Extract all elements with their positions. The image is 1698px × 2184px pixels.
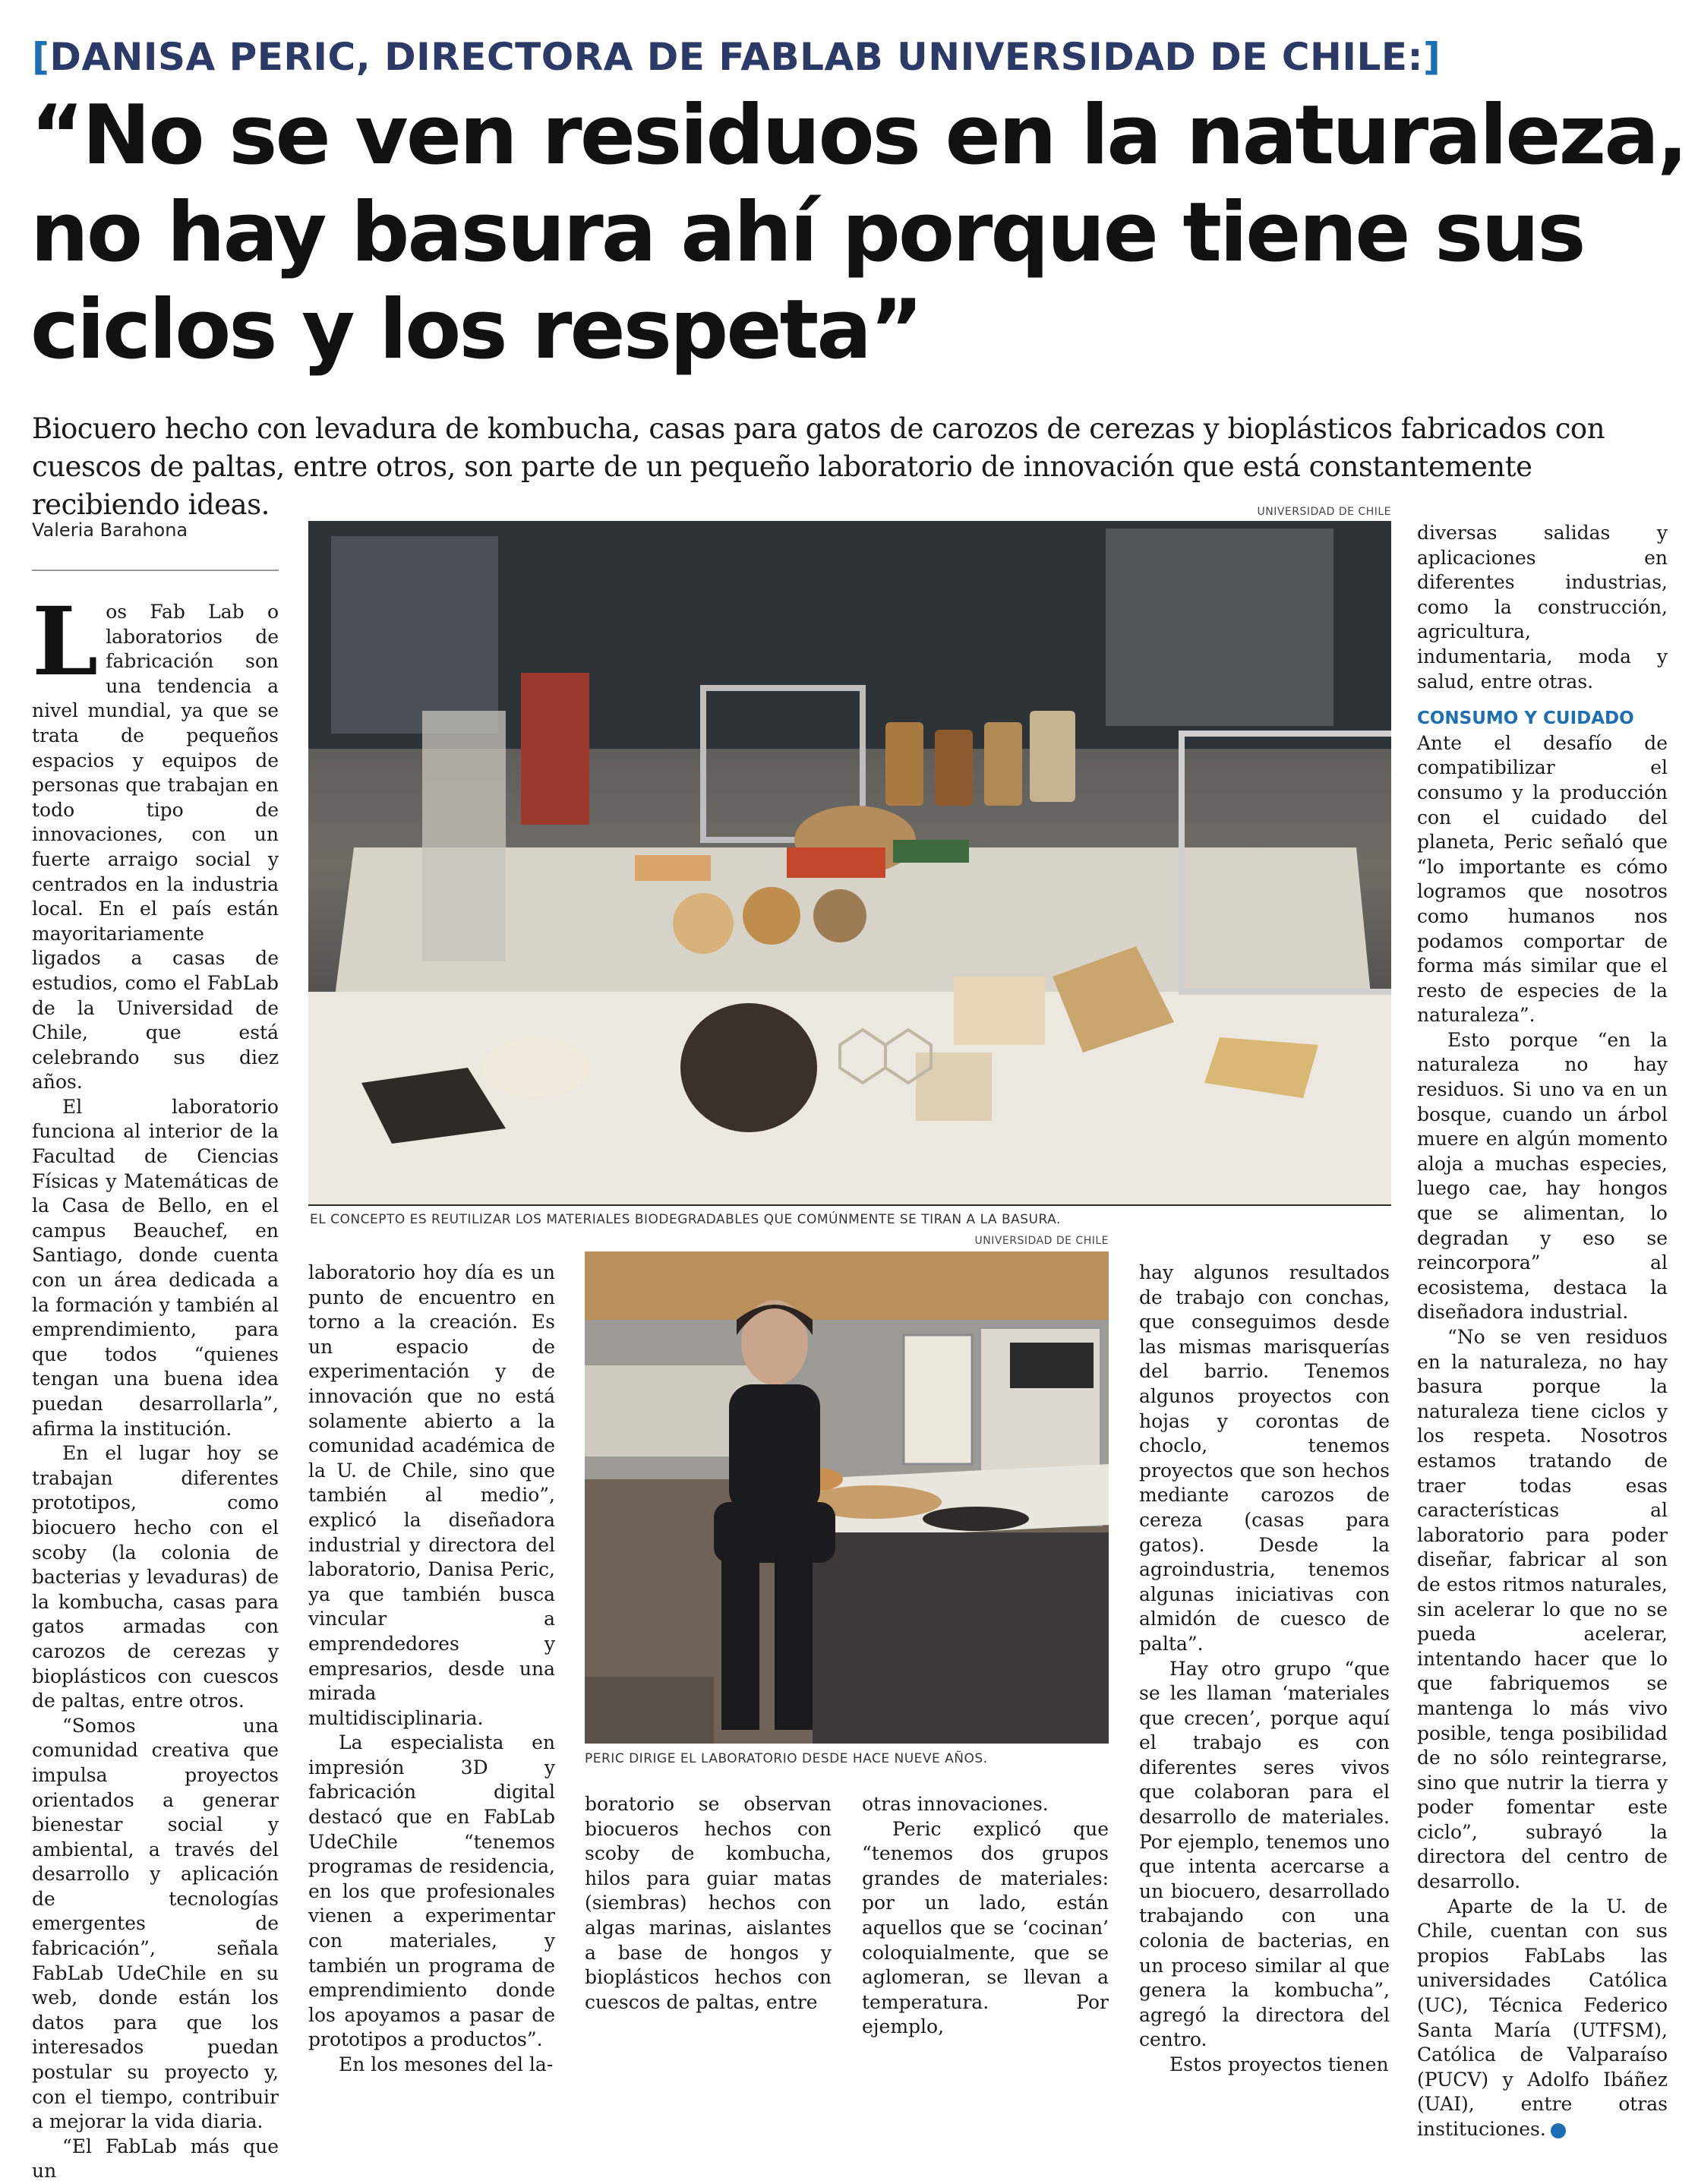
section-subhead: CONSUMO Y CUIDADO xyxy=(1417,709,1634,729)
article-paragraph xyxy=(32,587,279,1095)
article-paragraph: El laboratorio funciona al interior de la Facultad de Ciencias Físicas y Matemáticas de la Casa de Bello, en el campus Beauchef, en Santiago, donde cuenta con un área dedicada a la formación y también al emprendimiento, para que todos “quienes tengan una buena idea puedan desarrollarla”, afirma la institución. xyxy=(32,1095,279,1440)
lab-table-photo xyxy=(308,521,1391,1206)
kicker-text: DANISA PERIC, DIRECTORA DE FABLAB UNIVERSIDAD DE CHILE: xyxy=(49,35,1424,79)
kicker-open-bracket: [ xyxy=(32,35,50,79)
photo-2-caption: PERIC DIRIGE EL LABORATORIO DESDE HACE NUEVE AÑOS. xyxy=(585,1751,988,1766)
director-portrait-photo xyxy=(585,1251,1109,1744)
article-paragraph: Peric explicó que “tenemos dos grupos grandes de materiales: por un lado, están aquellos que se ‘cocinan’ coloquialmente, que se aglomeran, se llevan a temperatura. Por ejemplo, xyxy=(862,1817,1109,2038)
article-paragraph: otras innovaciones. xyxy=(862,1793,1049,1815)
byline: Valeria Barahona xyxy=(32,519,188,541)
article-paragraph: En los mesones del la- xyxy=(339,2053,554,2075)
lead-text: os Fab Lab o laboratorios de fabricación son una tendencia a nivel mundial, ya que se trata de pequeños espacios y equipos de personas que trabajan en todo tipo de innovaciones, con un fuerte arraigo social y centrados en la industria local. En el país están mayoritariamente ligados a casas de estudios, como el FabLab de la Universidad de Chile, que está celebrando sus diez años. xyxy=(32,601,279,1094)
closing-text: Aparte de la U. de Chile, cuentan con sus propios FabLabs las universidades Católica (UC), Técnica Federico Santa María (UTFSM), Católica de Valparaíso (PUCV) y Adolfo Ibáñez (UAI), entre otras instituciones. xyxy=(1417,1895,1668,2140)
article-column-2 xyxy=(308,1261,555,2078)
photo-2-credit: UNIVERSIDAD DE CHILE xyxy=(974,1235,1109,1247)
kicker-close-bracket: ] xyxy=(1423,35,1441,79)
article-column-5 xyxy=(1139,1261,1390,2078)
article-paragraph: diversas salidas y aplicaciones en diferentes industrias, como la construcción, agricultura, indumentaria, moda y salud, entre otras. xyxy=(1417,522,1668,693)
article-paragraph: hay algunos resultados de trabajo con conchas, que conseguimos desde las mismas marisquerías del barrio. Tenemos algunos proyectos con hojas y corontas de choclo, tenemos proyectos que son hechos mediante carozos de cereza (casas para gatos). Desde la agroindustria, tenemos algunas iniciativas con almidón de cuesco de palta”. xyxy=(1139,1261,1390,1655)
article-paragraph: Esto porque “en la naturaleza no hay residuos. Si uno va en un bosque, cuando un árbol muere en algún momento aloja a muchas especies, luego cae, hay hongos que se alimentan, lo degradan y eso se reincorpora” al ecosistema, destaca la diseñadora industrial. xyxy=(1417,1028,1668,1324)
photo-1-caption: EL CONCEPTO ES REUTILIZAR LOS MATERIALES BIODEGRADABLES QUE COMÚNMENTE SE TIRAN A LA BASURA. xyxy=(310,1212,1061,1227)
article-paragraph: La especialista en impresión 3D y fabricación digital destacó que en FabLab UdeChile “tenemos programas de residencia, en los que profesionales vienen a experimentar con materiales, y también un programa de emprendimiento donde los apoyamos a pasar de prototipos a productos”. xyxy=(308,1731,555,2051)
headline xyxy=(30,87,1687,379)
article-paragraph: laboratorio hoy día es un punto de encuentro en torno a la creación. Es un espacio de experimentación y de innovación que no está solamente abierto a la comunidad académica de la U. de Chile, sino que también al medio”, explicó la diseñadora industrial y directora del laboratorio, Danisa Peric, ya que también busca vincular a emprendedores y empresarios, desde una mirada multidisciplinaria. xyxy=(308,1261,555,1729)
photo-1-credit: UNIVERSIDAD DE CHILE xyxy=(1257,506,1391,518)
kicker xyxy=(32,35,1441,79)
headline-line-2: no hay basura ahí porque tiene sus xyxy=(30,185,1584,280)
end-mark-icon: ✪ xyxy=(1551,2123,1566,2138)
article-paragraph: “Somos una comunidad creativa que impulsa proyectos orientados a generar bienestar social y ambiental, a través del desarrollo y aplicación de tecnologías emergentes de fabricación”, señala FabLab UdeChile en su web, donde están los datos para que los interesados puedan postular su proyecto y, con el tiempo, contribuir a mejorar la vida diaria. xyxy=(32,1714,279,2133)
article-paragraph: “No se ven residuos en la naturaleza, no hay basura porque la naturaleza tiene ciclos y los respeta. Nosotros estamos tratando de traer todas esas características al laboratorio para poder diseñar, fabricar al son de estos ritmos naturales, sin acelerar lo que no se pueda acelerar, intentando hacer que lo que fabriquemos se mantenga lo más vivo posible, tenga posibilidad de no sólo reintegrarse, sino que nutrir la tierra y poder fomentar este ciclo”, subrayó la directora del centro de desarrollo. xyxy=(1417,1326,1668,1893)
article-column-6 xyxy=(1417,521,1668,2142)
article-column-4 xyxy=(862,1792,1109,2040)
article-column-1 xyxy=(32,587,279,2184)
headline-line-3: ciclos y los respeta” xyxy=(30,282,922,377)
article-paragraph: Ante el desafío de compatibilizar el consumo y la producción con el cuidado del planeta, Peric señaló que “lo importante es cómo logramos que nosotros como humanos nos podamos comportar de forma más similar que el resto de especies de la naturaleza”. xyxy=(1417,731,1668,1027)
article-paragraph: Hay otro grupo “que se les llaman ‘materiales que crecen’, porque aquí el trabajo es con diferentes seres vivos que colaboran para el desarrollo de materiales. Por ejemplo, tenemos uno que intenta acercarse a un biocuero, desarrollado trabajando con una colonia de bacterias, en un proceso similar al que genera la kombucha”, agregó la directora del centro. xyxy=(1139,1657,1390,2051)
byline-divider xyxy=(32,570,279,571)
headline-line-1: “No se ven residuos en la naturaleza, xyxy=(30,88,1687,183)
article-paragraph xyxy=(1417,1895,1668,2142)
drop-cap: L xyxy=(32,587,99,697)
article-paragraph: En el lugar hoy se trabajan diferentes prototipos, como biocuero hecho con el scoby (la colonia de bacterias y levaduras) de la kombucha, casas para gatos armadas con carozos de cerezas y bioplásticos con cuescos de paltas, entre otros. xyxy=(32,1442,279,1712)
deck: Biocuero hecho con levadura de kombucha, casas para gatos de carozos de cerezas y bioplásticos fabricados con cuescos de paltas, entre otros, son parte de un pequeño laboratorio de innovación que está constantemente recibiendo ideas. xyxy=(32,412,1605,521)
article-paragraph: boratorio se observan biocueros hechos con scoby de kombucha, hilos para guiar matas (siembras) hechos con algas marinas, aislantes a base de hongos y bioplásticos hechos con cuescos de paltas, entre xyxy=(585,1793,832,2013)
article-column-3 xyxy=(585,1792,832,2015)
article-paragraph: Estos proyectos tienen xyxy=(1169,2053,1389,2075)
article-paragraph: “El FabLab más que un xyxy=(32,2135,279,2182)
